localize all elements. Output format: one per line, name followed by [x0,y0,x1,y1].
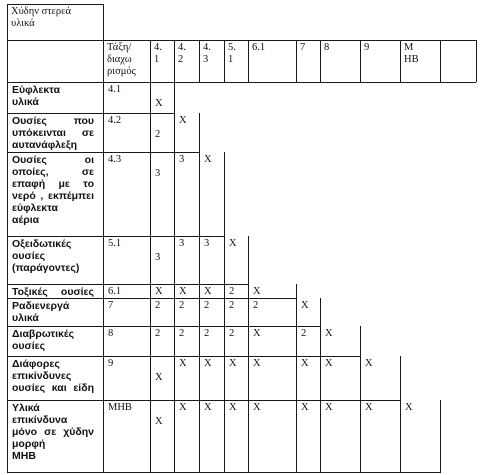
cell-border [174,113,175,152]
row-label-8-line: επικίνδυνα [12,414,68,426]
row-left-border [7,326,8,356]
header-col-border [150,40,151,82]
cell-border [320,400,321,472]
header-top-border [7,40,476,41]
header-col-border [199,40,200,82]
cell-border [199,356,200,400]
row-bottom-border [7,298,297,299]
header-col-1-line: 2 [178,54,184,65]
cell-border [199,113,200,152]
cell-value: 2 [229,300,235,311]
row-label-3-line: Οξειδωτικές [12,238,72,250]
row-label-4 [12,286,94,298]
header-col-7-line: 9 [364,42,370,53]
cell-border [320,298,321,326]
row-label-8-line: Υλικά [12,402,40,414]
header-col-0-line: 4. [154,42,162,53]
row-class-6: 8 [108,328,114,339]
cell-value: 3 [179,154,185,165]
cell-value: 2 [155,328,161,339]
cell-border [174,82,175,113]
row-label-2-line: οποίες, σε [12,166,94,178]
cell-border [224,356,225,400]
row-label-border [103,152,104,236]
header-col-5 [300,42,305,54]
row-class-4: 6.1 [108,286,122,297]
header-col-border [320,40,321,82]
cell-value: X [155,372,163,383]
cell-value: 3 [155,168,161,179]
cell-value: 2 [229,328,235,339]
cell-value: X [204,402,212,413]
header-col-border [296,40,297,82]
header-col-3 [228,42,236,66]
cell-border [199,326,200,356]
row-left-border [7,82,8,113]
row-label-2-line: νερό , εκπέμπει [12,190,94,202]
row-label-7-line: ουσίες και είδη [12,382,94,394]
row-bottom-border [7,236,225,237]
row-label-3 [12,238,94,274]
header-class-label-line: ρισμός [107,66,136,77]
cell-border [174,298,175,326]
row-class-border [150,82,151,113]
header-col-1-line: 4. [178,42,186,53]
table-title [11,6,71,30]
row-class-0: 4.1 [108,84,122,95]
header-col-2-line: 3 [203,54,209,65]
row-class-5: 7 [108,300,114,311]
cell-border [224,326,225,356]
cell-border [174,400,175,472]
cell-value: X [179,402,187,413]
title-left-border [7,4,8,40]
row-bottom-border [7,326,321,327]
header-col-6 [324,42,329,54]
header-col-4 [252,42,265,54]
row-bottom-border [7,356,361,357]
cell-value: X [229,402,237,413]
cell-border [360,400,361,472]
cell-border [248,236,249,284]
cell-value: X [325,358,333,369]
cell-border [199,284,200,298]
row-label-3-line: (παράγοντες) [12,262,80,274]
row-label-1 [12,115,94,151]
row-left-border [7,152,8,236]
header-col-2-line: 4. [203,42,211,53]
header-col-border [7,40,8,82]
row-label-2-line: εύφλεκτα [12,202,59,214]
row-class-8: ΜΗΒ [108,402,132,413]
cell-border [224,284,225,298]
row-label-7-line: Διάφορες [12,358,60,370]
header-col-8 [404,42,419,66]
cell-value: X [204,358,212,369]
row-label-2-line: επαφή με το [12,178,94,190]
row-left-border [7,400,8,472]
cell-value: X [301,402,309,413]
header-col-3-line: 5. [228,42,236,53]
cell-border [199,236,200,284]
cell-value: X [204,154,212,165]
row-label-border [103,298,104,326]
cell-border [248,400,249,472]
cell-border [199,400,200,472]
cell-value: X [155,416,163,427]
cell-value: X [253,286,261,297]
row-bottom-border [7,472,441,473]
cell-border [320,356,321,400]
row-class-border [150,298,151,326]
cell-border [296,298,297,326]
cell-value: X [204,286,212,297]
cell-border [440,400,441,472]
cell-value: 2 [155,129,161,140]
cell-border [296,326,297,356]
row-label-2 [12,154,94,226]
cell-value: X [325,328,333,339]
row-label-1-line: Ουσίες που [12,115,94,127]
row-class-border [150,356,151,400]
header-col-1 [178,42,186,66]
row-class-1: 4.2 [108,115,122,126]
cell-value: 2 [301,328,307,339]
cell-value: X [179,358,187,369]
row-label-7-line: επικίνδυνες [12,370,72,382]
header-col-8-line: ΗΒ [404,54,419,65]
cell-border [248,356,249,400]
cell-border [224,298,225,326]
header-col-border [224,40,225,82]
cell-border [296,284,297,298]
row-left-border [7,284,8,298]
header-col-border [248,40,249,82]
header-col-0-line: 1 [154,54,160,65]
title-top-border [7,4,103,5]
cell-value: 2 [179,300,185,311]
header-col-border [103,40,104,82]
header-col-border [440,40,441,82]
row-label-3-line: ουσίες [12,250,46,262]
cell-border [296,356,297,400]
cell-value: 2 [179,328,185,339]
row-class-border [150,236,151,284]
row-class-border [150,113,151,152]
cell-value: X [301,300,309,311]
row-class-3: 5.1 [108,238,122,249]
row-class-7: 9 [108,358,114,369]
row-label-6-line: ουσίες [12,340,46,352]
row-label-5-line: υλικά [12,312,39,324]
row-class-2: 4.3 [108,154,122,165]
header-col-7 [364,42,369,54]
row-left-border [7,236,8,284]
table-title-line: υλικά [11,18,35,29]
cell-border [248,326,249,356]
row-label-border [103,400,104,472]
cell-value: X [365,358,373,369]
header-class-label-line: διαχω [107,54,132,65]
cell-border [224,400,225,472]
row-class-border [150,152,151,236]
cell-border [174,284,175,298]
cell-border [224,236,225,284]
row-label-2-line: Ουσίες οι [12,154,94,166]
cell-value: 3 [204,238,210,249]
row-label-border [103,82,104,113]
table-title-line: Χύδην στερεά [11,6,72,17]
header-col-8-line: Μ [404,42,414,53]
cell-value: 3 [155,252,161,263]
cell-value: X [253,358,261,369]
row-left-border [7,298,8,326]
cell-border [199,152,200,236]
cell-border [360,326,361,356]
cell-border [400,400,401,472]
header-col-border [360,40,361,82]
row-label-0 [12,84,94,108]
row-label-border [103,356,104,400]
header-col-5-line: 7 [300,42,306,53]
row-label-8-line: μορφή [12,438,46,450]
cell-border [400,356,401,400]
header-col-3-line: 1 [228,54,234,65]
row-bottom-border [7,284,249,285]
cell-border [174,152,175,236]
row-label-1-line: υπόκεινται σε [12,127,94,139]
row-label-4-line: Τοξικές ουσίες [12,286,94,298]
row-label-6-line: Διαβρωτικές [12,328,75,340]
row-class-border [150,284,151,298]
row-left-border [7,113,8,152]
row-label-5 [12,300,94,324]
header-bottom-border [7,82,476,83]
header-col-2 [203,42,211,66]
header-class-label-line: Τάξη/ [107,42,132,53]
row-class-border [150,400,151,472]
cell-value: X [253,328,261,339]
row-label-5-line: Ραδιενεργά [12,300,70,312]
header-col-0 [154,42,162,66]
title-right-border [103,4,104,40]
cell-border [248,284,249,298]
cell-value: X [179,286,187,297]
cell-border [296,400,297,472]
cell-border [360,356,361,400]
row-label-border [103,326,104,356]
row-label-border [103,113,104,152]
cell-value: X [325,402,333,413]
row-label-8 [12,402,94,462]
header-col-border [400,40,401,82]
row-label-0-line: Εύφλεκτα [12,84,61,96]
cell-border [174,326,175,356]
cell-value: 2 [155,300,161,311]
cell-value: X [301,358,309,369]
row-label-0-line: υλικά [12,96,39,108]
header-col-border [476,40,477,82]
row-bottom-border [7,400,401,401]
row-label-6 [12,328,94,352]
cell-value: X [179,115,187,126]
cell-border [320,326,321,356]
cell-value: X [155,286,163,297]
cell-border [174,356,175,400]
cell-value: X [229,358,237,369]
cell-value: X [253,402,261,413]
cell-border [224,152,225,236]
cell-value: X [229,238,237,249]
row-label-1-line: αυτανάφλεξη [12,139,78,151]
row-label-8-line: μόνο σε χύδην [12,426,94,438]
row-label-border [103,284,104,298]
row-class-border [150,326,151,356]
header-class-label [107,42,136,78]
header-col-border [174,40,175,82]
cell-border [174,236,175,284]
header-col-6-line: 8 [324,42,330,53]
cell-value: X [405,402,413,413]
cell-value: 2 [204,300,210,311]
row-label-7 [12,358,94,394]
row-label-2-line: αέρια [12,214,40,226]
cell-value: 3 [179,238,185,249]
cell-value: 2 [253,300,259,311]
header-col-4-line: 6.1 [252,42,266,53]
cell-border [248,298,249,326]
cell-value: X [155,98,163,109]
row-label-8-line: ΜΗΒ [12,450,36,462]
cell-value: 2 [204,328,210,339]
cell-value: 2 [229,286,235,297]
cell-value: X [365,402,373,413]
row-label-border [103,236,104,284]
cell-border [199,298,200,326]
row-left-border [7,356,8,400]
